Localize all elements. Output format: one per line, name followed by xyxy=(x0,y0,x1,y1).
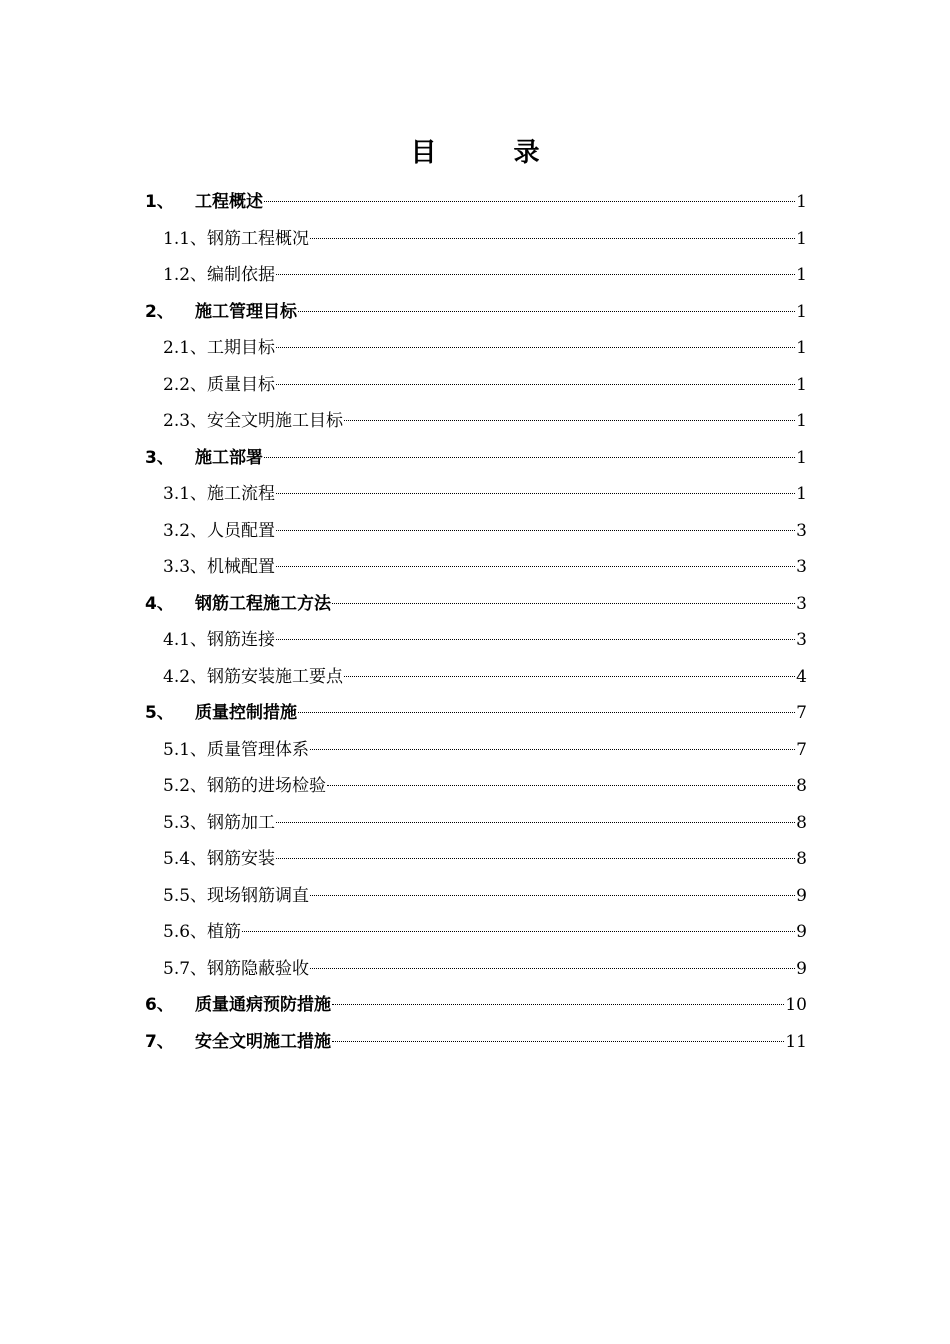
toc-dot-leader xyxy=(276,639,795,640)
toc-entry-number: 1、 xyxy=(145,192,174,212)
toc-dot-leader xyxy=(310,238,795,239)
toc-entry-page-number: 8 xyxy=(796,812,807,833)
toc-subsection-entry[interactable] xyxy=(145,878,807,915)
toc-entry-number: 4.2、 xyxy=(163,666,208,687)
toc-entry-page-number: 7 xyxy=(796,739,807,760)
toc-subsection-entry[interactable] xyxy=(145,768,807,805)
toc-entry-number: 7、 xyxy=(145,1031,174,1052)
toc-entry-page-number: 1 xyxy=(796,301,807,322)
toc-entry-label: 安全文明施工目标 xyxy=(207,411,344,431)
toc-entry-page-number: 1 xyxy=(796,411,807,431)
toc-entry-page-number: 3 xyxy=(796,520,807,541)
toc-entry-page-number: 1 xyxy=(796,338,807,358)
toc-entry-page-number: 3 xyxy=(796,593,807,614)
toc-section-entry[interactable] xyxy=(145,440,807,477)
toc-entry-number: 5.1、 xyxy=(163,739,208,760)
toc-entry-label: 质量控制措施 xyxy=(195,703,297,723)
toc-subsection-entry[interactable] xyxy=(145,951,807,988)
toc-dot-leader xyxy=(276,384,795,385)
toc-section-entry[interactable] xyxy=(145,294,807,331)
toc-dot-leader xyxy=(264,201,795,202)
toc-entry-label: 钢筋工程施工方法 xyxy=(195,593,331,614)
toc-entry-page-number: 1 xyxy=(796,228,807,249)
toc-entry-label: 工程概述 xyxy=(195,192,263,212)
toc-entry-page-number: 3 xyxy=(796,557,807,577)
toc-dot-leader xyxy=(327,785,795,786)
toc-entry-number: 3.3、 xyxy=(163,557,208,577)
toc-list xyxy=(145,184,807,1060)
toc-subsection-entry[interactable] xyxy=(145,805,807,842)
toc-subsection-entry[interactable] xyxy=(145,622,807,659)
toc-entry-number: 5.3、 xyxy=(163,812,208,833)
toc-dot-leader xyxy=(242,931,795,932)
toc-dot-leader xyxy=(276,347,795,348)
toc-entry-page-number: 8 xyxy=(796,776,807,796)
toc-section-entry[interactable] xyxy=(145,987,807,1024)
toc-entry-page-number: 11 xyxy=(785,1031,807,1052)
toc-dot-leader xyxy=(310,968,795,969)
toc-entry-number: 3.1、 xyxy=(163,484,208,504)
toc-entry-number: 4.1、 xyxy=(163,630,208,650)
toc-subsection-entry[interactable] xyxy=(145,549,807,586)
toc-dot-leader xyxy=(332,603,795,604)
toc-entry-page-number: 4 xyxy=(796,666,807,687)
toc-entry-page-number: 9 xyxy=(796,922,807,942)
toc-entry-number: 5、 xyxy=(145,703,174,723)
toc-entry-label: 现场钢筋调直 xyxy=(207,885,310,906)
toc-dot-leader xyxy=(276,530,795,531)
toc-dot-leader xyxy=(298,712,795,713)
toc-entry-number: 5.7、 xyxy=(163,958,208,979)
toc-entry-label: 机械配置 xyxy=(207,557,276,577)
toc-entry-label: 钢筋安装施工要点 xyxy=(207,666,344,687)
toc-entry-label: 施工管理目标 xyxy=(195,301,297,322)
toc-section-entry[interactable] xyxy=(145,695,807,732)
toc-subsection-entry[interactable] xyxy=(145,914,807,951)
toc-entry-label: 工期目标 xyxy=(207,338,276,358)
toc-dot-leader xyxy=(276,493,795,494)
toc-entry-page-number: 1 xyxy=(796,484,807,504)
toc-subsection-entry[interactable] xyxy=(145,732,807,769)
toc-entry-label: 施工部署 xyxy=(195,447,263,468)
toc-entry-label: 钢筋工程概况 xyxy=(207,228,310,249)
toc-dot-leader xyxy=(276,858,795,859)
toc-entry-number: 5.2、 xyxy=(163,776,208,796)
toc-dot-leader xyxy=(264,457,795,458)
toc-entry-label: 编制依据 xyxy=(207,265,276,285)
toc-entry-number: 2.2、 xyxy=(163,374,208,395)
toc-entry-page-number: 9 xyxy=(796,958,807,979)
toc-dot-leader xyxy=(298,311,795,312)
toc-subsection-entry[interactable] xyxy=(145,659,807,696)
toc-dot-leader xyxy=(276,566,795,567)
toc-section-entry[interactable] xyxy=(145,586,807,623)
toc-entry-number: 5.6、 xyxy=(163,922,208,942)
toc-subsection-entry[interactable] xyxy=(145,367,807,404)
toc-subsection-entry[interactable] xyxy=(145,513,807,550)
toc-dot-leader xyxy=(276,822,795,823)
toc-entry-number: 2.3、 xyxy=(163,411,208,431)
toc-section-entry[interactable] xyxy=(145,184,807,221)
toc-entry-label: 施工流程 xyxy=(207,484,276,504)
toc-dot-leader xyxy=(310,895,795,896)
toc-entry-number: 6、 xyxy=(145,995,174,1015)
toc-entry-label: 植筋 xyxy=(207,922,242,942)
toc-subsection-entry[interactable] xyxy=(145,476,807,513)
toc-entry-page-number: 1 xyxy=(796,192,807,212)
toc-entry-number: 3.2、 xyxy=(163,520,208,541)
toc-entry-label: 质量通病预防措施 xyxy=(195,995,331,1015)
toc-subsection-entry[interactable] xyxy=(145,841,807,878)
toc-dot-leader xyxy=(310,749,795,750)
toc-entry-label: 钢筋加工 xyxy=(207,812,276,833)
toc-entry-number: 5.5、 xyxy=(163,885,208,906)
toc-dot-leader xyxy=(276,274,795,275)
toc-entry-number: 3、 xyxy=(145,447,174,468)
toc-entry-number: 4、 xyxy=(145,593,174,614)
toc-dot-leader xyxy=(332,1041,784,1042)
toc-entry-page-number: 7 xyxy=(796,703,807,723)
toc-subsection-entry[interactable] xyxy=(145,257,807,294)
toc-subsection-entry[interactable] xyxy=(145,330,807,367)
toc-entry-label: 质量目标 xyxy=(207,374,276,395)
toc-dot-leader xyxy=(344,420,795,421)
toc-entry-page-number: 1 xyxy=(796,265,807,285)
toc-entry-label: 安全文明施工措施 xyxy=(195,1031,331,1052)
toc-dot-leader xyxy=(344,676,795,677)
toc-entry-number: 1.1、 xyxy=(163,228,208,249)
toc-entry-number: 2、 xyxy=(145,301,174,322)
toc-entry-page-number: 1 xyxy=(796,374,807,395)
toc-title: 目 录 xyxy=(410,138,574,168)
toc-entry-label: 质量管理体系 xyxy=(207,739,310,760)
toc-entry-page-number: 3 xyxy=(796,630,807,650)
toc-entry-label: 钢筋隐蔽验收 xyxy=(207,958,310,979)
toc-subsection-entry[interactable] xyxy=(145,403,807,440)
toc-subsection-entry[interactable] xyxy=(145,221,807,258)
toc-entry-label: 钢筋连接 xyxy=(207,630,276,650)
toc-entry-number: 1.2、 xyxy=(163,265,208,285)
toc-entry-page-number: 9 xyxy=(796,885,807,906)
toc-section-entry[interactable] xyxy=(145,1024,807,1061)
toc-entry-page-number: 8 xyxy=(796,849,807,869)
toc-entry-label: 钢筋安装 xyxy=(207,849,276,869)
toc-dot-leader xyxy=(332,1004,784,1005)
toc-entry-label: 钢筋的进场检验 xyxy=(207,776,327,796)
toc-entry-number: 2.1、 xyxy=(163,338,208,358)
toc-entry-page-number: 1 xyxy=(796,447,807,468)
toc-entry-page-number: 10 xyxy=(785,995,807,1015)
toc-entry-label: 人员配置 xyxy=(207,520,276,541)
toc-entry-number: 5.4、 xyxy=(163,849,208,869)
